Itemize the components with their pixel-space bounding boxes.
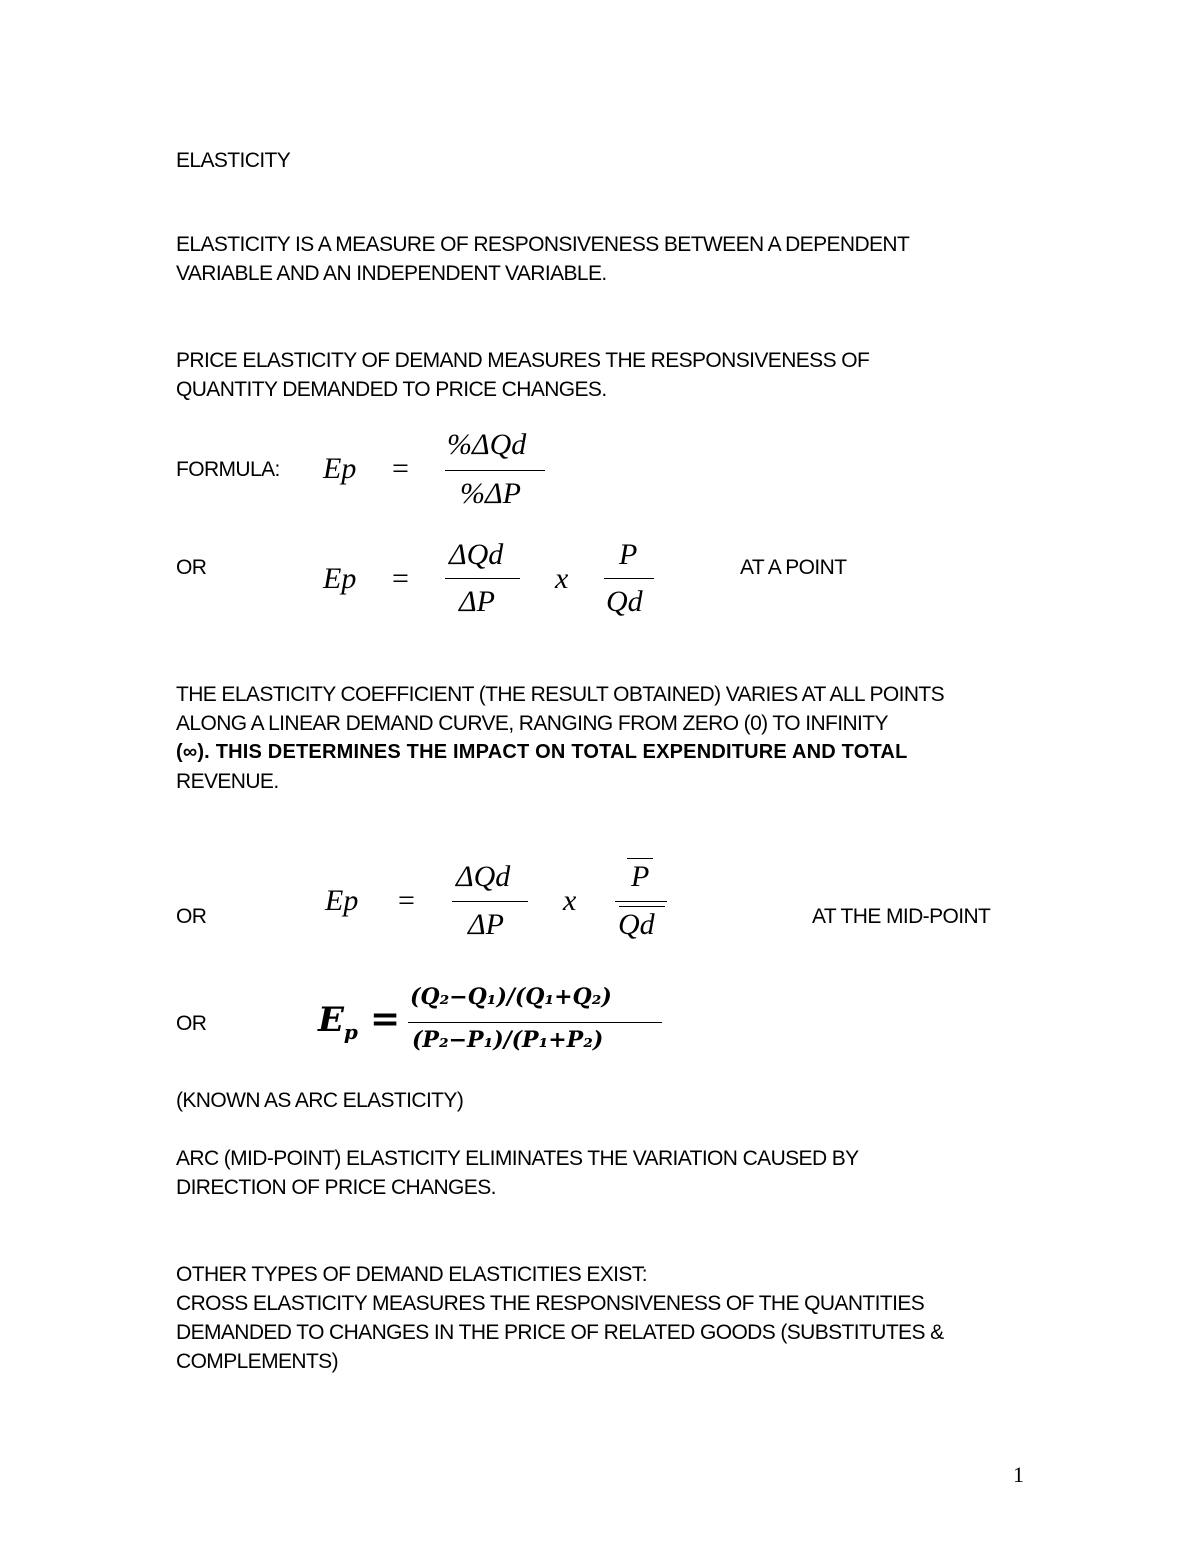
formula2-fraction-bar-1 <box>445 578 520 579</box>
other-line-1: OTHER TYPES OF DEMAND ELASTICITIES EXIST: <box>176 1263 647 1286</box>
arc-line-1: ARC (MID-POINT) ELASTICITY ELIMINATES THE VARIATION CAUSED BY <box>176 1147 859 1170</box>
formula2-lhs: Ep <box>323 562 357 595</box>
formula4-fraction-bar <box>408 1022 662 1023</box>
formula1-equals: = <box>392 452 409 485</box>
formula4-numerator: (Q₂−Q₁)/(Q₁+Q₂) <box>410 984 612 1010</box>
formula4-equals: = <box>370 998 401 1040</box>
formula2-label: OR <box>176 556 207 579</box>
formula4-lhs-main: E <box>318 1000 344 1040</box>
coefficient-line-4: REVENUE. <box>176 770 279 793</box>
formula2-note: AT A POINT <box>740 556 847 579</box>
price-elasticity-line-1: PRICE ELASTICITY OF DEMAND MEASURES THE RESPONSIVENESS OF <box>176 349 870 372</box>
formula1-numerator: %ΔQd <box>447 428 527 461</box>
formula2-equals: = <box>392 562 409 595</box>
formula3-denominator-2: Qd <box>618 908 655 941</box>
formula4-lhs <box>318 1000 358 1044</box>
formula1-fraction-bar <box>445 470 545 471</box>
coefficient-line-2: ALONG A LINEAR DEMAND CURVE, RANGING FROM ZERO (0) TO INFINITY <box>176 712 888 735</box>
formula2-numerator-1: ΔQd <box>449 538 504 571</box>
page-number: 1 <box>1013 1462 1024 1487</box>
formula2-times: x <box>555 562 569 595</box>
coefficient-line-3: (∞). THIS DETERMINES THE IMPACT ON TOTAL EXPENDITURE AND TOTAL <box>176 741 908 763</box>
arc-line-2: DIRECTION OF PRICE CHANGES. <box>176 1176 496 1199</box>
other-line-4: COMPLEMENTS) <box>176 1350 338 1373</box>
formula3-times: x <box>563 884 577 917</box>
formula3-fraction-bar-1 <box>452 901 528 902</box>
other-line-3: DEMANDED TO CHANGES IN THE PRICE OF RELATED GOODS (SUBSTITUTES & <box>176 1321 944 1344</box>
formula3-numerator-2: P <box>631 860 650 893</box>
formula2-numerator-2: P <box>619 538 638 571</box>
formula2-denominator-2: Qd <box>606 585 643 618</box>
formula1-denominator: %ΔP <box>460 477 521 510</box>
definition-line-1: ELASTICITY IS A MEASURE OF RESPONSIVENESS BETWEEN A DEPENDENT <box>176 233 910 256</box>
formula1-lhs: Ep <box>323 452 357 485</box>
other-line-2: CROSS ELASTICITY MEASURES THE RESPONSIVENESS OF THE QUANTITIES <box>176 1292 925 1315</box>
page-title: ELASTICITY <box>176 149 291 172</box>
coefficient-line-1: THE ELASTICITY COEFFICIENT (THE RESULT OBTAINED) VARIES AT ALL POINTS <box>176 683 945 706</box>
formula4-lhs-sub: p <box>343 1019 358 1044</box>
formula4-label: OR <box>176 1012 207 1035</box>
formula3-fraction-bar-2 <box>615 901 667 902</box>
definition-line-2: VARIABLE AND AN INDEPENDENT VARIABLE. <box>176 262 607 285</box>
arc-note: (KNOWN AS ARC ELASTICITY) <box>176 1089 464 1112</box>
formula3-note: AT THE MID-POINT <box>812 905 991 928</box>
formula-label: FORMULA: <box>176 458 280 481</box>
formula3-numerator-1: ΔQd <box>456 860 511 893</box>
formula4-denominator: (P₂−P₁)/(P₁+P₂) <box>412 1027 604 1053</box>
formula2-fraction-bar-2 <box>604 578 654 579</box>
price-elasticity-line-2: QUANTITY DEMANDED TO PRICE CHANGES. <box>176 378 607 401</box>
formula3-label: OR <box>176 905 207 928</box>
formula3-equals: = <box>398 884 415 917</box>
formula3-overline-qd <box>619 906 665 907</box>
formula3-denominator-1: ΔP <box>468 908 504 941</box>
formula2-denominator-1: ΔP <box>459 585 495 618</box>
formula3-lhs: Ep <box>325 884 359 917</box>
formula3-overline-p <box>627 858 653 859</box>
